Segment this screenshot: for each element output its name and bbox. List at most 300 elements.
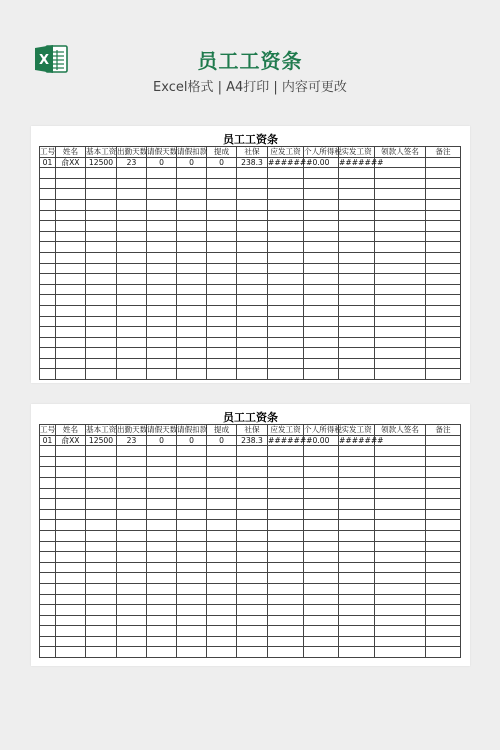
table-cell (56, 488, 86, 499)
table-cell (237, 573, 268, 584)
table-cell (147, 488, 177, 499)
table-cell (147, 605, 177, 616)
table-cell (56, 369, 86, 380)
column-header: 个人所得税 (304, 147, 342, 157)
table-cell (339, 189, 375, 200)
table-cell (56, 316, 86, 327)
table-cell (375, 358, 426, 369)
table-cell (207, 615, 237, 626)
table-cell (207, 369, 237, 380)
table-cell (117, 562, 147, 573)
table-cell (304, 520, 339, 531)
table-cell (339, 295, 375, 306)
table-cell (237, 499, 268, 510)
table-cell (237, 446, 268, 457)
table-cell (339, 541, 375, 552)
table-cell (117, 636, 147, 647)
table-cell (207, 456, 237, 467)
table-cell (426, 456, 461, 467)
empty-row (40, 467, 461, 478)
table-cell (426, 358, 461, 369)
column-header: 实发工资 (339, 147, 375, 158)
table-cell (86, 573, 117, 584)
table-cell (375, 337, 426, 348)
table-cell (147, 284, 177, 295)
table-cell (147, 594, 177, 605)
empty-row (40, 488, 461, 499)
table-cell (207, 467, 237, 478)
table-cell (177, 541, 207, 552)
table-cell (237, 605, 268, 616)
table-cell (147, 626, 177, 637)
table-cell (177, 636, 207, 647)
table-cell (117, 530, 147, 541)
empty-row (40, 199, 461, 210)
table-cell (426, 199, 461, 210)
table-cell (339, 615, 375, 626)
table-cell (40, 636, 56, 647)
table-cell (375, 477, 426, 488)
empty-row (40, 263, 461, 274)
table-cell (207, 605, 237, 616)
table-cell: 俞XX (56, 157, 86, 168)
table-cell (147, 552, 177, 563)
table-cell (117, 509, 147, 520)
table-cell (86, 530, 117, 541)
table-cell: 0.00 (304, 435, 339, 446)
table-cell (177, 284, 207, 295)
empty-row (40, 284, 461, 295)
table-cell (268, 615, 304, 626)
table-cell (207, 168, 237, 179)
table-cell (375, 189, 426, 200)
empty-row (40, 626, 461, 637)
table-cell (56, 626, 86, 637)
empty-row (40, 295, 461, 306)
table-cell (237, 530, 268, 541)
table-cell (56, 594, 86, 605)
table-cell (375, 541, 426, 552)
table-cell (177, 488, 207, 499)
empty-row (40, 337, 461, 348)
table-cell (40, 477, 56, 488)
table-cell (339, 242, 375, 253)
table-cell (86, 305, 117, 316)
table-cell (426, 626, 461, 637)
table-cell (117, 348, 147, 359)
column-header: 请假扣款 (177, 147, 208, 157)
table-cell (207, 626, 237, 637)
table-cell (375, 573, 426, 584)
table-cell (375, 647, 426, 658)
table-cell (304, 615, 339, 626)
table-cell (177, 316, 207, 327)
table-cell: 0.00 (304, 157, 339, 168)
table-cell (147, 456, 177, 467)
table-cell (207, 305, 237, 316)
table-cell (304, 168, 339, 179)
table-cell (375, 594, 426, 605)
table-cell (268, 199, 304, 210)
table-cell (86, 594, 117, 605)
table-cell (304, 252, 339, 263)
table-cell: ####### (339, 435, 384, 445)
empty-row (40, 594, 461, 605)
table-cell (177, 274, 207, 285)
table-cell (56, 573, 86, 584)
table-cell: 俞XX (56, 435, 86, 446)
table-cell (56, 605, 86, 616)
column-header: 提成 (207, 147, 237, 158)
table-cell (339, 199, 375, 210)
table-cell (426, 647, 461, 658)
table-cell (339, 274, 375, 285)
table-row (40, 157, 461, 168)
empty-row (40, 636, 461, 647)
table-cell (268, 305, 304, 316)
table-cell (268, 562, 304, 573)
table-cell (339, 263, 375, 274)
table-cell (117, 316, 147, 327)
table-cell (237, 552, 268, 563)
table-cell (339, 168, 375, 179)
table-cell (147, 541, 177, 552)
table-cell (426, 274, 461, 285)
table-cell (40, 626, 56, 637)
table-cell (40, 583, 56, 594)
table-cell (237, 231, 268, 242)
table-cell (237, 467, 268, 478)
table-cell (86, 210, 117, 221)
table-cell (207, 189, 237, 200)
table-cell (56, 263, 86, 274)
empty-row (40, 210, 461, 221)
table-cell (426, 189, 461, 200)
table-cell (426, 499, 461, 510)
empty-row (40, 541, 461, 552)
table-cell (147, 337, 177, 348)
table-cell (86, 316, 117, 327)
table-cell (304, 305, 339, 316)
empty-row (40, 583, 461, 594)
empty-row (40, 369, 461, 380)
table-cell (237, 284, 268, 295)
table-cell (237, 358, 268, 369)
table-cell (86, 348, 117, 359)
table-cell (375, 509, 426, 520)
table-cell (426, 221, 461, 232)
table-cell (117, 605, 147, 616)
table-cell (375, 199, 426, 210)
table-cell (147, 231, 177, 242)
table-cell (375, 274, 426, 285)
table-cell (304, 274, 339, 285)
table-cell (375, 305, 426, 316)
table-cell (339, 573, 375, 584)
table-cell (207, 316, 237, 327)
table-cell (177, 520, 207, 531)
table-cell (207, 446, 237, 457)
table-cell (304, 337, 339, 348)
table-cell (207, 178, 237, 189)
table-cell (426, 446, 461, 457)
table-cell (177, 168, 207, 179)
column-header: 请假扣款 (177, 425, 208, 435)
table-cell (117, 573, 147, 584)
table-cell (339, 210, 375, 221)
table-cell (40, 168, 56, 179)
table-cell (86, 221, 117, 232)
table-cell (304, 369, 339, 380)
table-cell (375, 348, 426, 359)
table-row (40, 435, 461, 446)
table-cell (147, 615, 177, 626)
table-cell (304, 358, 339, 369)
table-cell (339, 252, 375, 263)
table-cell (304, 594, 339, 605)
table-cell (56, 358, 86, 369)
table-cell (40, 530, 56, 541)
column-header: 应发工资 (268, 425, 304, 436)
table-cell (304, 231, 339, 242)
table-cell (426, 168, 461, 179)
table-cell (40, 541, 56, 552)
table-cell (268, 509, 304, 520)
table-cell (304, 199, 339, 210)
table-cell: 0 (147, 435, 177, 446)
column-header: 姓名 (56, 147, 86, 158)
empty-row (40, 327, 461, 338)
table-cell: ####### (268, 157, 313, 167)
table-cell (268, 358, 304, 369)
table-cell (40, 573, 56, 584)
table-cell (426, 284, 461, 295)
empty-row (40, 274, 461, 285)
table-cell (375, 499, 426, 510)
table-cell (237, 647, 268, 658)
table-cell (177, 594, 207, 605)
table-cell (177, 305, 207, 316)
table-cell (56, 337, 86, 348)
table-cell (40, 284, 56, 295)
table-cell (304, 647, 339, 658)
table-cell (426, 337, 461, 348)
table-cell (147, 263, 177, 274)
table-cell (426, 488, 461, 499)
table-cell (56, 530, 86, 541)
empty-row (40, 189, 461, 200)
table-cell (268, 274, 304, 285)
table-cell (207, 520, 237, 531)
table-cell (268, 284, 304, 295)
table-cell (339, 488, 375, 499)
table-cell (147, 199, 177, 210)
table-cell (207, 530, 237, 541)
table-cell (304, 295, 339, 306)
table-cell (177, 358, 207, 369)
table-cell (207, 499, 237, 510)
table-cell (177, 647, 207, 658)
table-cell (304, 583, 339, 594)
table-cell (237, 541, 268, 552)
column-header: 姓名 (56, 425, 86, 436)
table-cell (375, 488, 426, 499)
table-cell (147, 316, 177, 327)
table-cell: ####### (268, 435, 313, 445)
table-cell (207, 573, 237, 584)
table-cell (40, 316, 56, 327)
table-cell (177, 295, 207, 306)
table-cell (339, 467, 375, 478)
empty-row (40, 456, 461, 467)
table-cell (147, 252, 177, 263)
table-cell (56, 295, 86, 306)
table-cell (207, 552, 237, 563)
table-cell (117, 274, 147, 285)
table-cell (56, 348, 86, 359)
empty-row (40, 520, 461, 531)
table-cell (237, 210, 268, 221)
table-cell (375, 562, 426, 573)
table-cell (40, 305, 56, 316)
table-cell (268, 552, 304, 563)
table-cell (375, 530, 426, 541)
table-cell (304, 626, 339, 637)
table-cell (237, 199, 268, 210)
table-cell (207, 647, 237, 658)
table-cell (339, 647, 375, 658)
table-cell (304, 327, 339, 338)
column-header: 基本工资 (86, 425, 117, 435)
table-cell (177, 530, 207, 541)
table-cell (207, 348, 237, 359)
table-cell (177, 263, 207, 274)
empty-row (40, 358, 461, 369)
table-cell (86, 499, 117, 510)
table-cell (56, 168, 86, 179)
table-cell (56, 647, 86, 658)
table-cell (375, 242, 426, 253)
table-cell (339, 348, 375, 359)
table-cell (117, 210, 147, 221)
table-cell (207, 263, 237, 274)
table-cell (147, 446, 177, 457)
table-cell (426, 594, 461, 605)
table-cell (268, 583, 304, 594)
table-cell (268, 178, 304, 189)
table-cell (56, 456, 86, 467)
table-cell (117, 583, 147, 594)
table-cell (147, 327, 177, 338)
table-cell (339, 284, 375, 295)
table-cell: ####### (339, 157, 384, 167)
table-cell (426, 295, 461, 306)
table-cell (40, 252, 56, 263)
table-cell (86, 168, 117, 179)
table-cell (268, 348, 304, 359)
table-cell (56, 221, 86, 232)
table-cell (86, 456, 117, 467)
table-cell (339, 562, 375, 573)
table-cell (177, 467, 207, 478)
table-cell (40, 594, 56, 605)
table-cell (147, 636, 177, 647)
table-cell (117, 499, 147, 510)
table-cell (177, 178, 207, 189)
table-cell (268, 189, 304, 200)
table-cell (56, 520, 86, 531)
table-cell (177, 242, 207, 253)
table-cell (177, 337, 207, 348)
table-cell (304, 530, 339, 541)
table-cell (268, 168, 304, 179)
table-cell (426, 348, 461, 359)
table-cell (56, 274, 86, 285)
table-cell (304, 221, 339, 232)
table-cell (237, 274, 268, 285)
table-cell (86, 252, 117, 263)
table-cell (86, 477, 117, 488)
table-cell (117, 284, 147, 295)
column-header: 社保 (237, 425, 268, 436)
table-cell (207, 636, 237, 647)
table-cell (40, 231, 56, 242)
table-cell (268, 530, 304, 541)
table-cell (426, 252, 461, 263)
table-cell (237, 509, 268, 520)
table-cell (117, 446, 147, 457)
table-cell (147, 295, 177, 306)
table-cell (207, 295, 237, 306)
table-cell (339, 316, 375, 327)
table-cell (177, 231, 207, 242)
table-cell (304, 189, 339, 200)
table-cell (147, 189, 177, 200)
table-cell (268, 337, 304, 348)
page-title: 员工工资条 (197, 49, 303, 73)
table-cell (147, 210, 177, 221)
table-cell (86, 446, 117, 457)
table-cell (86, 562, 117, 573)
table-cell (86, 369, 117, 380)
table-cell (339, 327, 375, 338)
table-cell (147, 348, 177, 359)
table-cell (375, 583, 426, 594)
table-cell (86, 274, 117, 285)
table-cell (268, 252, 304, 263)
table-cell (237, 488, 268, 499)
table-cell (375, 210, 426, 221)
table-cell (268, 605, 304, 616)
table-cell (304, 499, 339, 510)
table-cell (147, 583, 177, 594)
table-cell (117, 369, 147, 380)
table-cell (177, 509, 207, 520)
table-cell (177, 327, 207, 338)
table-cell (40, 552, 56, 563)
table-cell (426, 242, 461, 253)
table-cell (426, 263, 461, 274)
table-cell (86, 626, 117, 637)
table-cell (177, 573, 207, 584)
table-cell (117, 594, 147, 605)
table-cell (86, 327, 117, 338)
table-cell (117, 552, 147, 563)
table-cell (268, 456, 304, 467)
table-cell (426, 509, 461, 520)
table-cell (375, 284, 426, 295)
table-cell (304, 316, 339, 327)
